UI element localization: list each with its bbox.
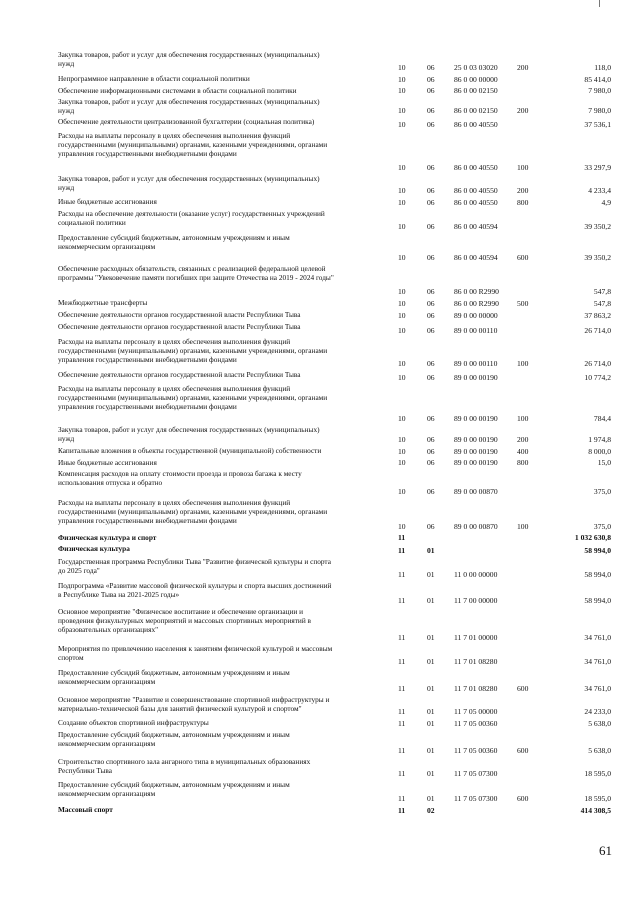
table-row (56, 130, 611, 173)
section-code: 10 (398, 522, 406, 531)
amount: 784,4 (593, 414, 611, 423)
expense-type-code: 800 (517, 458, 529, 467)
table-row (56, 543, 611, 556)
amount: 39 350,2 (584, 222, 611, 231)
amount: 547,8 (593, 287, 611, 296)
subsection-code: 06 (427, 359, 435, 368)
row-description: Обеспечение деятельности органов государственной власти Республики Тыва (58, 370, 301, 379)
section-code: 11 (398, 633, 406, 642)
section-code: 10 (398, 198, 406, 207)
target-article-code: 11 7 05 07300 (454, 794, 498, 803)
subsection-code: 06 (427, 287, 435, 296)
subsection-code: 06 (427, 198, 435, 207)
table-row (56, 297, 611, 309)
table-row (56, 756, 611, 779)
target-article-code: 86 0 00 R2990 (454, 287, 499, 296)
row-description: Мероприятия по привлечению населения к занятиям физической культурой и массовым спортом (58, 644, 333, 662)
row-description: Физическая культура и спорт (58, 533, 157, 542)
target-article-code: 11 7 00 00000 (454, 596, 498, 605)
section-code: 10 (398, 299, 406, 308)
subsection-code: 06 (427, 373, 435, 382)
section-code: 11 (398, 794, 406, 803)
row-description: Капитальные вложения в объекты государственной (муниципальной) собственности (58, 446, 322, 455)
table-row (56, 804, 611, 816)
table-row (56, 85, 611, 96)
subsection-code: 01 (427, 570, 435, 579)
target-article-code: 11 7 01 08280 (454, 684, 498, 693)
target-article-code: 89 0 00 00190 (454, 435, 498, 444)
amount: 34 761,0 (584, 684, 611, 693)
target-article-code: 89 0 00 00000 (454, 311, 498, 320)
table-row (56, 468, 611, 497)
table-row (56, 729, 611, 756)
row-description: Компенсация расходов на оплату стоимости проезда и провоза багажа к месту использования отпуска и обратно (58, 469, 302, 487)
table-row (56, 643, 611, 667)
amount: 10 774,2 (584, 373, 611, 382)
table-row (56, 336, 611, 369)
amount: 26 714,0 (584, 359, 611, 368)
section-code: 11 (398, 546, 406, 555)
row-description: Обеспечение деятельности органов государственной власти Республики Тыва (58, 310, 301, 319)
section-code: 11 (398, 746, 406, 755)
row-description: Расходы на выплаты персоналу в целях обеспечения выполнения функций государственными (муниципальными) органами, казенными учреждениями, органами управления государственными внебюджетными фондами (58, 131, 328, 158)
section-code: 10 (398, 373, 406, 382)
expense-type-code: 500 (517, 299, 529, 308)
row-description: Предоставление субсидий бюджетным, автономным учреждениям и иным некоммерческим организациям (58, 233, 290, 251)
subsection-code: 06 (427, 487, 435, 496)
target-article-code: 11 7 05 00000 (454, 707, 498, 716)
section-code: 10 (398, 75, 406, 84)
expense-type-code: 200 (517, 63, 529, 72)
amount: 547,8 (593, 299, 611, 308)
section-code: 11 (398, 707, 406, 716)
target-article-code: 11 0 00 00000 (454, 570, 498, 579)
target-article-code: 86 0 00 40550 (454, 163, 498, 172)
subsection-code: 06 (427, 326, 435, 335)
row-description: Закупка товаров, работ и услуг для обеспечения государственных (муниципальных) нужд (58, 174, 320, 192)
target-article-code: 25 0 03 03020 (454, 63, 498, 72)
expense-type-code: 100 (517, 522, 529, 531)
section-code: 11 (398, 684, 406, 693)
subsection-code: 02 (427, 806, 435, 815)
table-row (56, 457, 611, 468)
amount: 37 863,2 (584, 311, 611, 320)
section-code: 10 (398, 359, 406, 368)
expense-type-code: 600 (517, 684, 529, 693)
section-code: 10 (398, 163, 406, 172)
amount: 414 308,5 (580, 806, 611, 815)
target-article-code: 89 0 00 00190 (454, 458, 498, 467)
target-article-code: 89 0 00 00110 (454, 326, 498, 335)
amount: 37 536,1 (584, 120, 611, 129)
section-code: 10 (398, 120, 406, 129)
expense-type-code: 100 (517, 163, 529, 172)
row-description: Межбюджетные трансферты (58, 298, 148, 307)
amount: 7 980,0 (588, 86, 611, 95)
table-row (56, 321, 611, 336)
section-code: 11 (398, 769, 406, 778)
subsection-code: 06 (427, 75, 435, 84)
section-code: 11 (398, 806, 406, 815)
row-description: Обеспечение информационными системами в области социальной политики (58, 86, 297, 95)
section-code: 10 (398, 106, 406, 115)
scan-edge-mark (599, 0, 600, 7)
section-code: 10 (398, 86, 406, 95)
subsection-code: 01 (427, 596, 435, 605)
section-code: 10 (398, 487, 406, 496)
table-row (56, 369, 611, 383)
row-description: Иные бюджетные ассигнования (58, 197, 157, 206)
row-description: Государственная программа Республики Тыва "Развитие физической культуры и спорта до 2025 года" (58, 557, 331, 575)
row-description: Основное мероприятие "Развитие и совершенствование спортивной инфраструктуры и материально-технической базы для занятий физической культурой и спортом" (58, 695, 330, 713)
subsection-code: 01 (427, 719, 435, 728)
subsection-code: 06 (427, 86, 435, 95)
subsection-code: 06 (427, 186, 435, 195)
amount: 5 638,0 (588, 746, 611, 755)
row-description: Основное мероприятие "Физическое воспитание и обеспечение организации и проведения физкультурных мероприятий и массовых спортивных мероприятий в образовательных организациях" (58, 607, 312, 634)
section-code: 10 (398, 186, 406, 195)
amount: 1 974,8 (588, 435, 611, 444)
amount: 15,0 (597, 458, 611, 467)
table-row (56, 263, 611, 297)
expense-type-code: 600 (517, 746, 529, 755)
target-article-code: 86 0 00 02150 (454, 86, 498, 95)
section-code: 10 (398, 447, 406, 456)
target-article-code: 89 0 00 00190 (454, 373, 498, 382)
target-article-code: 86 0 00 00000 (454, 75, 498, 84)
target-article-code: 86 0 00 40550 (454, 120, 498, 129)
row-description: Закупка товаров, работ и услуг для обеспечения государственных (муниципальных) нужд (58, 425, 320, 443)
table-row (56, 49, 611, 73)
row-description: Предоставление субсидий бюджетным, автономным учреждениям и иным некоммерческим организациям (58, 730, 290, 748)
expense-type-code: 600 (517, 253, 529, 262)
amount: 18 595,0 (584, 794, 611, 803)
subsection-code: 06 (427, 222, 435, 231)
subsection-code: 01 (427, 684, 435, 693)
amount: 5 638,0 (588, 719, 611, 728)
target-article-code: 11 7 01 00000 (454, 633, 498, 642)
expense-type-code: 200 (517, 435, 529, 444)
row-description: Подпрограмма «Развитие массовой физической культуры и спорта высших достижений в Республике Тыва на 2021-2025 годы» (58, 581, 332, 599)
page-number: 61 (599, 843, 612, 858)
section-code: 10 (398, 63, 406, 72)
amount: 34 761,0 (584, 633, 611, 642)
row-description: Расходы на выплаты персоналу в целях обеспечения выполнения функций государственными (муниципальными) органами, казенными учреждениями, органами управления государственными внебюджетными фондами (58, 337, 328, 364)
row-description: Обеспечение расходных обязательств, связанных с реализацией федеральной целевой программы "Увековечение памяти погибших при защите Отечества на 2019 - 2024 годы" (58, 264, 334, 282)
section-code: 11 (398, 719, 406, 728)
table-row (56, 208, 611, 232)
table-row (56, 383, 611, 424)
subsection-code: 01 (427, 746, 435, 755)
amount: 8 000,0 (588, 447, 611, 456)
table-row (56, 309, 611, 321)
table-row (56, 73, 611, 85)
subsection-code: 06 (427, 63, 435, 72)
row-description: Расходы на обеспечение деятельности (оказание услуг) государственных учреждений социальной политики (58, 209, 325, 227)
amount: 58 994,0 (584, 570, 611, 579)
amount: 4 233,4 (588, 186, 611, 195)
subsection-code: 01 (427, 769, 435, 778)
table-row (56, 96, 611, 116)
table-row (56, 532, 611, 543)
target-article-code: 11 7 05 00360 (454, 746, 498, 755)
row-description: Физическая культура (58, 544, 130, 553)
row-description: Массовый спорт (58, 805, 113, 814)
table-row (56, 232, 611, 263)
target-article-code: 86 0 00 40594 (454, 222, 498, 231)
expense-type-code: 600 (517, 794, 529, 803)
row-description: Строительство спортивного зала ангарного типа в муниципальных образованиях Республики Тыва (58, 757, 311, 775)
table-row (56, 116, 611, 130)
amount: 7 980,0 (588, 106, 611, 115)
target-article-code: 86 0 00 40594 (454, 253, 498, 262)
subsection-code: 06 (427, 522, 435, 531)
amount: 39 350,2 (584, 253, 611, 262)
budget-table (56, 49, 611, 816)
section-code: 11 (398, 533, 406, 542)
target-article-code: 86 0 00 40550 (454, 198, 498, 207)
amount: 375,0 (593, 522, 611, 531)
subsection-code: 06 (427, 299, 435, 308)
target-article-code: 11 7 01 08280 (454, 657, 498, 666)
table-row (56, 497, 611, 532)
section-code: 11 (398, 570, 406, 579)
table-row (56, 173, 611, 196)
target-article-code: 89 0 00 00190 (454, 447, 498, 456)
target-article-code: 11 7 05 07300 (454, 769, 498, 778)
row-description: Создание объектов спортивной инфраструктуры (58, 718, 209, 727)
subsection-code: 06 (427, 253, 435, 262)
amount: 24 233,0 (584, 707, 611, 716)
section-code: 10 (398, 253, 406, 262)
subsection-code: 01 (427, 546, 435, 555)
subsection-code: 06 (427, 447, 435, 456)
subsection-code: 06 (427, 106, 435, 115)
section-code: 10 (398, 326, 406, 335)
table-row (56, 779, 611, 804)
row-description: Обеспечение деятельности централизованной бухгалтерии (социальная политика) (58, 117, 315, 126)
table-row (56, 606, 611, 643)
table-row (56, 717, 611, 729)
target-article-code: 89 0 00 00870 (454, 487, 498, 496)
expense-type-code: 200 (517, 106, 529, 115)
expense-type-code: 100 (517, 359, 529, 368)
row-description: Предоставление субсидий бюджетным, автономным учреждениям и иным некоммерческим организациям (58, 780, 290, 798)
amount: 4,9 (601, 198, 611, 207)
subsection-code: 06 (427, 414, 435, 423)
expense-type-code: 100 (517, 414, 529, 423)
row-description: Расходы на выплаты персоналу в целях обеспечения выполнения функций государственными (муниципальными) органами, казенными учреждениями, органами управления государственными внебюджетными фондами (58, 498, 328, 525)
section-code: 10 (398, 222, 406, 231)
table-row (56, 667, 611, 694)
target-article-code: 89 0 00 00190 (454, 414, 498, 423)
subsection-code: 06 (427, 458, 435, 467)
subsection-code: 01 (427, 707, 435, 716)
subsection-code: 06 (427, 311, 435, 320)
amount: 18 595,0 (584, 769, 611, 778)
section-code: 11 (398, 657, 406, 666)
row-description: Закупка товаров, работ и услуг для обеспечения государственных (муниципальных) нужд (58, 97, 320, 115)
subsection-code: 01 (427, 657, 435, 666)
table-row (56, 694, 611, 717)
amount: 58 994,0 (584, 596, 611, 605)
amount: 33 297,9 (584, 163, 611, 172)
amount: 26 714,0 (584, 326, 611, 335)
expense-type-code: 800 (517, 198, 529, 207)
target-article-code: 11 7 05 00360 (454, 719, 498, 728)
amount: 118,0 (594, 63, 611, 72)
amount: 1 032 630,8 (574, 533, 611, 542)
subsection-code: 01 (427, 794, 435, 803)
row-description: Закупка товаров, работ и услуг для обеспечения государственных (муниципальных) нужд (58, 50, 320, 68)
target-article-code: 86 0 00 40550 (454, 186, 498, 195)
section-code: 10 (398, 435, 406, 444)
subsection-code: 01 (427, 633, 435, 642)
row-description: Иные бюджетные ассигнования (58, 458, 157, 467)
target-article-code: 86 0 00 R2990 (454, 299, 499, 308)
target-article-code: 86 0 00 02150 (454, 106, 498, 115)
expense-type-code: 400 (517, 447, 529, 456)
table-row (56, 556, 611, 580)
expense-type-code: 200 (517, 186, 529, 195)
amount: 375,0 (593, 487, 611, 496)
row-description: Расходы на выплаты персоналу в целях обеспечения выполнения функций государственными (муниципальными) органами, казенными учреждениями, органами управления государственными внебюджетными фондами (58, 384, 328, 411)
row-description: Предоставление субсидий бюджетным, автономным учреждениям и иным некоммерческим организациям (58, 668, 290, 686)
row-description: Непрограммное направление в области социальной политики (58, 74, 250, 83)
amount: 85 414,0 (584, 75, 611, 84)
table-row (56, 424, 611, 445)
table-row (56, 445, 611, 457)
target-article-code: 89 0 00 00870 (454, 522, 498, 531)
section-code: 10 (398, 311, 406, 320)
section-code: 10 (398, 287, 406, 296)
section-code: 11 (398, 596, 406, 605)
subsection-code: 06 (427, 435, 435, 444)
amount: 58 994,0 (584, 546, 611, 555)
subsection-code: 06 (427, 163, 435, 172)
section-code: 10 (398, 414, 406, 423)
target-article-code: 89 0 00 00110 (454, 359, 498, 368)
amount: 34 761,0 (584, 657, 611, 666)
row-description: Обеспечение деятельности органов государственной власти Республики Тыва (58, 322, 301, 331)
table-row (56, 580, 611, 606)
table-row (56, 196, 611, 208)
subsection-code: 06 (427, 120, 435, 129)
section-code: 10 (398, 458, 406, 467)
